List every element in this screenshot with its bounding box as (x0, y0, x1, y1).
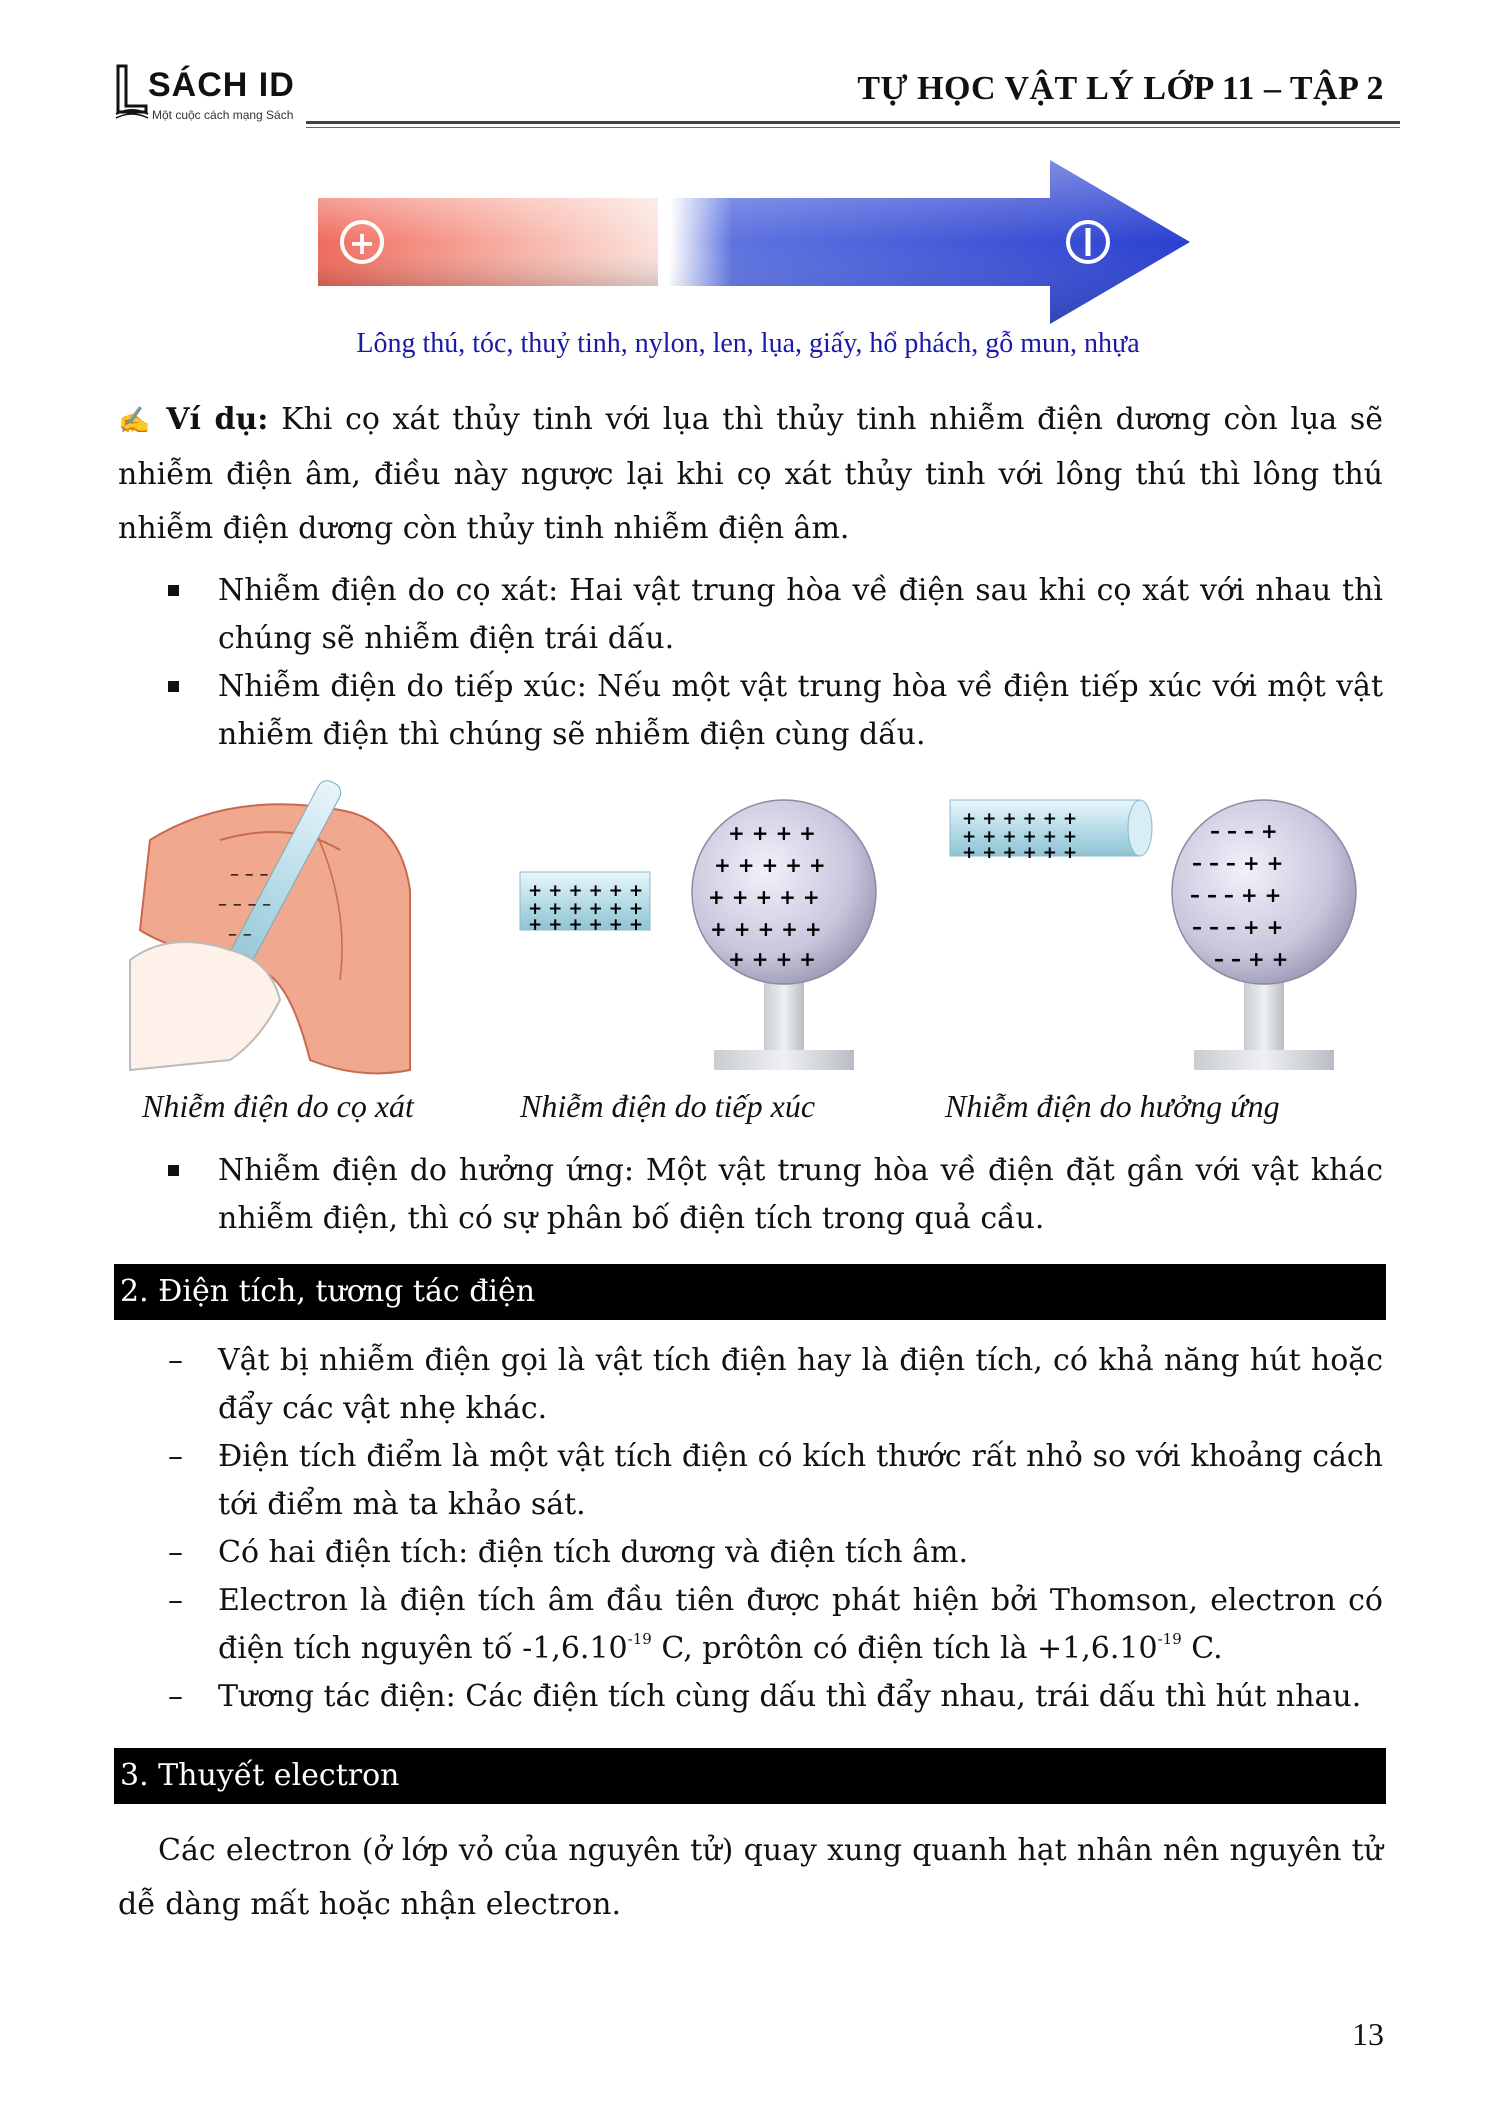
svg-text:+ + + + + +: + + + + + + (962, 827, 1078, 847)
caption-contact: Nhiễm điện do tiếp xúc (520, 1088, 816, 1124)
bullet-item: Nhiễm điện do hưởng ứng: Một vật trung hòa về điện đặt gần với vật khác nhiễm điện, thì có sự phân bố điện tích trong quả cầu. (118, 1147, 1383, 1243)
dash-item: – Tương tác điện: Các điện tích cùng dấu thì đẩy nhau, trái dấu thì hút nhau. (168, 1679, 1362, 1714)
square-bullet-icon (168, 681, 179, 692)
example-paragraph (118, 393, 1383, 556)
svg-text:+ + + + +: + + + + + (710, 917, 822, 941)
svg-text:+ + + +: + + + + (728, 947, 816, 971)
dash-item: – Có hai điện tích: điện tích dương và điện tích âm. (168, 1535, 969, 1570)
section-3-paragraph: Các electron (ở lớp vỏ của nguyên tử) quay xung quanh hạt nhân nên nguyên tử dễ dàng mất hoặc nhận electron. (118, 1833, 1383, 1922)
section-2-list (118, 1337, 1383, 1721)
svg-text:+ + + + +: + + + + + (708, 885, 820, 909)
caption-induction: Nhiễm điện do hưởng ứng (945, 1088, 1280, 1124)
logo-text: SÁCH ID (148, 66, 295, 104)
example-label: Ví dụ: (166, 402, 269, 437)
svg-text:– – – + +: – – – + + (1192, 851, 1284, 875)
svg-text:+ + + + + +: + + + + + + (528, 899, 644, 919)
dash-item: – Điện tích điểm là một vật tích điện có kích thước rất nhỏ so với khoảng cách tới điểm mà ta khảo sát. (168, 1439, 1383, 1522)
dash-item-electron: – Electron là điện tích âm đầu tiên được phát hiện bởi Thomson, electron có điện tích nguyên tố $-1,6.10^{-19}$ C, prôtôn có điện tích là $+1,6.10^{-19}$ C. (168, 1583, 1383, 1666)
svg-text:+ + + + + +: + + + + + + (528, 881, 644, 901)
logo-tagline: Một cuộc cách mạng Sách (152, 108, 294, 122)
induction-figure (950, 800, 1356, 1070)
svg-text:– –: – – (228, 924, 252, 945)
section-2-heading: 2. Điện tích, tương tác điện (114, 1264, 1386, 1320)
bullet-item: Nhiễm điện do cọ xát: Hai vật trung hòa về điện sau khi cọ xát với nhau thì chúng sẽ nhiễm điện trái dấu. (118, 567, 1383, 663)
svg-text:+ + + + + +: + + + + + + (962, 843, 1078, 863)
section-3-heading: 3. Thuyết electron (114, 1748, 1386, 1804)
svg-text:– – –: – – – (230, 864, 269, 885)
svg-text:– – – +: – – – + (1210, 819, 1278, 843)
svg-text:– – + +: – – + + (1214, 947, 1289, 971)
header-rule (306, 121, 1400, 124)
caption-friction: Nhiễm điện do cọ xát (142, 1088, 414, 1124)
svg-text:+ + + + +: + + + + + (714, 853, 826, 877)
book-logo-icon (112, 62, 152, 122)
svg-text:+ + + + + +: + + + + + + (962, 809, 1078, 829)
svg-text:+ + + + + +: + + + + + + (528, 915, 644, 935)
square-bullet-icon (168, 1165, 179, 1176)
svg-text:– – – + +: – – – + + (1192, 915, 1284, 939)
svg-text:– – – + +: – – – + + (1190, 883, 1282, 907)
square-bullet-icon (168, 585, 179, 596)
contact-figure (520, 800, 876, 1070)
example-text: Khi cọ xát thủy tinh với lụa thì thủy tinh nhiễm điện dương còn lụa sẽ nhiễm điện âm, điều này ngược lại khi cọ xát thủy tinh với lông thú thì lông thú nhiễm điện dương còn thủy tinh nhiễm điện âm. (118, 402, 1383, 546)
header-rule-thin (306, 127, 1400, 128)
dash-item: – Vật bị nhiễm điện gọi là vật tích điện hay là điện tích, có khả năng hút hoặc đẩy các vật nhẹ khác. (168, 1343, 1383, 1426)
bullet-list-2 (118, 1147, 1383, 1243)
svg-text:– – – –: – – – – (218, 894, 272, 915)
header-title: TỰ HỌC VẬT LÝ LỚP 11 – TẬP 2 (857, 70, 1384, 107)
charging-figures (110, 780, 1400, 1080)
friction-figure (130, 780, 410, 1073)
svg-text:+ + + +: + + + + (728, 821, 816, 845)
arrow-caption: Lông thú, tóc, thuỷ tinh, nylon, len, lụa, giấy, hổ phách, gỗ mun, nhựa (356, 328, 1140, 359)
page-number: 13 (1352, 2016, 1384, 2052)
plus-sign: + (348, 224, 376, 262)
pen-icon: ✍ (118, 406, 154, 436)
bullet-item: Nhiễm điện do tiếp xúc: Nếu một vật trung hòa về điện tiếp xúc với một vật nhiễm điện thì chúng sẽ nhiễm điện cùng dấu. (118, 663, 1383, 759)
logo (112, 62, 302, 124)
bullet-list-1 (118, 567, 1383, 759)
triboelectric-arrow-figure (310, 158, 1190, 328)
